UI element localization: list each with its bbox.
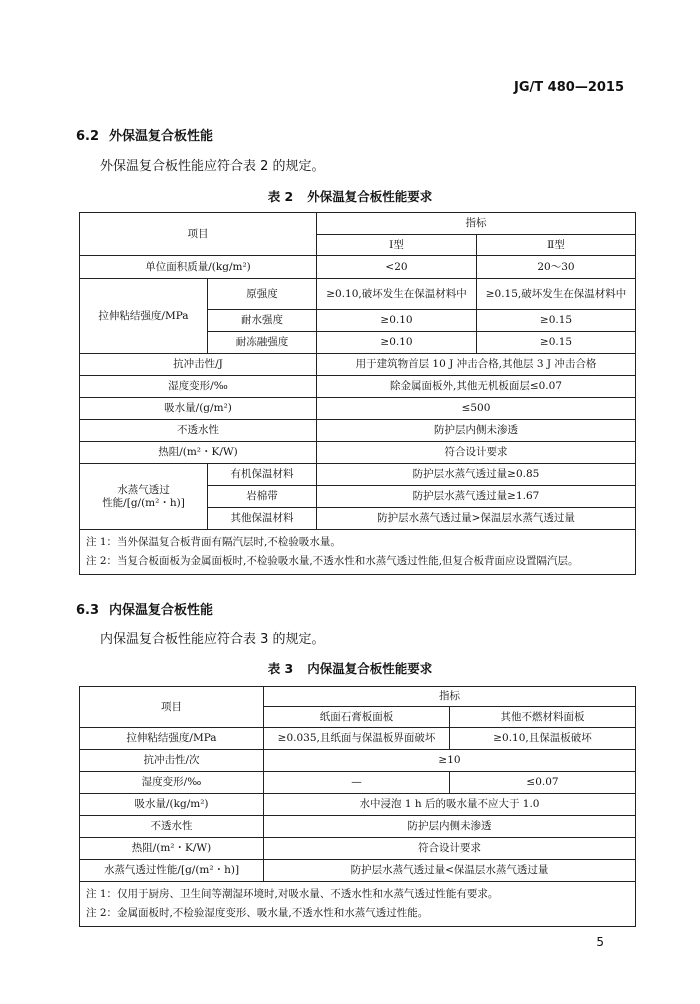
section-title: 内保温复合板性能 [109,603,214,618]
cell-value: 防护层水蒸气透过量>保温层水蒸气透过量 [317,508,636,530]
table-note: 注 2：当复合板面板为金属面板时,不检验吸水量,不透水性和水蒸气透过性能,但复合板背面应设置隔汽层。 [86,555,579,567]
group-label-line: 性能/[g/(m²・h)] [102,496,185,509]
cell-value: ≥10 [264,750,636,772]
header-type-2: Ⅱ型 [477,235,636,256]
cell-value: 除金属面板外,其他无机板面层≤0.07 [317,376,636,398]
row-label: 抗冲击性/次 [80,750,264,772]
caption-number: 表 3 [267,661,294,676]
group-label-line: 水蒸气透过 [117,483,170,496]
sub-row-label: 耐水强度 [208,310,317,332]
header-item: 项目 [80,213,317,256]
row-label: 水蒸气透过性能/[g/(m²・h)] [80,860,264,882]
table-notes [80,882,636,927]
row-group-label [80,464,208,530]
cell-value: ≥0.15 [477,310,636,332]
section-number: 6.2 [76,129,100,144]
row-label: 热阻/(m²・K/W) [80,442,317,464]
header-type-1: Ⅰ型 [317,235,477,256]
section-title: 外保温复合板性能 [109,129,214,144]
caption-title: 内保温复合板性能要求 [307,661,433,676]
table-note: 注 1：当外保温复合板背面有隔汽层时,不检验吸水量。 [86,536,341,548]
cell-value: 防护层内侧未渗透 [317,420,636,442]
cell-value: 水中浸泡 1 h 后的吸水量不应大于 1.0 [264,794,636,816]
row-label: 抗冲击性/J [80,354,317,376]
table-2-caption [0,187,700,205]
cell-value: ≥0.035,且纸面与保温板界面破坏 [264,728,450,750]
cell-value: ≤500 [317,398,636,420]
cell-value: 用于建筑物首层 10 J 冲击合格,其他层 3 J 冲击合格 [317,354,636,376]
section-heading-6-2 [76,125,213,144]
cell-value: 防护层水蒸气透过量≥1.67 [317,486,636,508]
header-index: 指标 [317,213,636,235]
sub-row-label: 岩棉带 [208,486,317,508]
cell-value: — [264,772,450,794]
sub-row-label: 耐冻融强度 [208,332,317,354]
cell-value: 防护层水蒸气透过量≥0.85 [317,464,636,486]
table-notes [80,530,636,575]
row-label: 不透水性 [80,816,264,838]
section-number: 6.3 [76,603,100,618]
table-note: 注 2：金属面板时,不检验湿度变形、吸水量,不透水性和水蒸气透过性能。 [86,907,429,919]
row-label: 热阻/(m²・K/W) [80,838,264,860]
cell-value: 防护层水蒸气透过量<保温层水蒸气透过量 [264,860,636,882]
table-note: 注 1：仅用于厨房、卫生间等潮湿环境时,对吸水量、不透水性和水蒸气透过性能有要求。 [86,888,499,900]
row-label: 吸水量/(kg/m²) [80,794,264,816]
sub-row-label: 其他保温材料 [208,508,317,530]
cell-value: ≥0.15,破坏发生在保温材料中 [477,279,636,310]
cell-value: ≥0.10 [317,332,477,354]
cell-value: ≤0.07 [450,772,636,794]
table-2 [79,212,636,575]
cell-value: 符合设计要求 [317,442,636,464]
standard-code: JG/T 480—2015 [514,80,624,95]
cell-value: ≥0.15 [477,332,636,354]
caption-number: 表 2 [267,189,294,204]
sub-row-label: 原强度 [208,279,317,310]
cell-value: <20 [317,256,477,279]
section-heading-6-3 [76,599,213,618]
table-3 [79,686,636,927]
row-label: 湿度变形/‰ [80,376,317,398]
section-paragraph: 内保温复合板性能应符合表 3 的规定。 [100,632,325,647]
header-item: 项目 [80,687,264,728]
cell-value: ≥0.10,且保温板破坏 [450,728,636,750]
row-label: 吸水量/(g/m²) [80,398,317,420]
cell-value: 防护层内侧未渗透 [264,816,636,838]
row-label: 湿度变形/‰ [80,772,264,794]
row-group-label: 拉伸粘结强度/MPa [80,279,208,354]
header-col-1: 纸面石膏板面板 [264,707,450,728]
table-3-caption [0,659,700,677]
sub-row-label: 有机保温材料 [208,464,317,486]
page-number: 5 [596,935,604,949]
header-index: 指标 [264,687,636,707]
cell-value: 20～30 [477,256,636,279]
header-col-2: 其他不燃材料面板 [450,707,636,728]
cell-value: ≥0.10,破坏发生在保温材料中 [317,279,477,310]
caption-title: 外保温复合板性能要求 [307,189,433,204]
row-label: 不透水性 [80,420,317,442]
cell-value: 符合设计要求 [264,838,636,860]
row-label: 拉伸粘结强度/MPa [80,728,264,750]
cell-value: ≥0.10 [317,310,477,332]
section-paragraph: 外保温复合板性能应符合表 2 的规定。 [100,159,325,174]
row-label: 单位面积质量/(kg/m²) [80,256,317,279]
